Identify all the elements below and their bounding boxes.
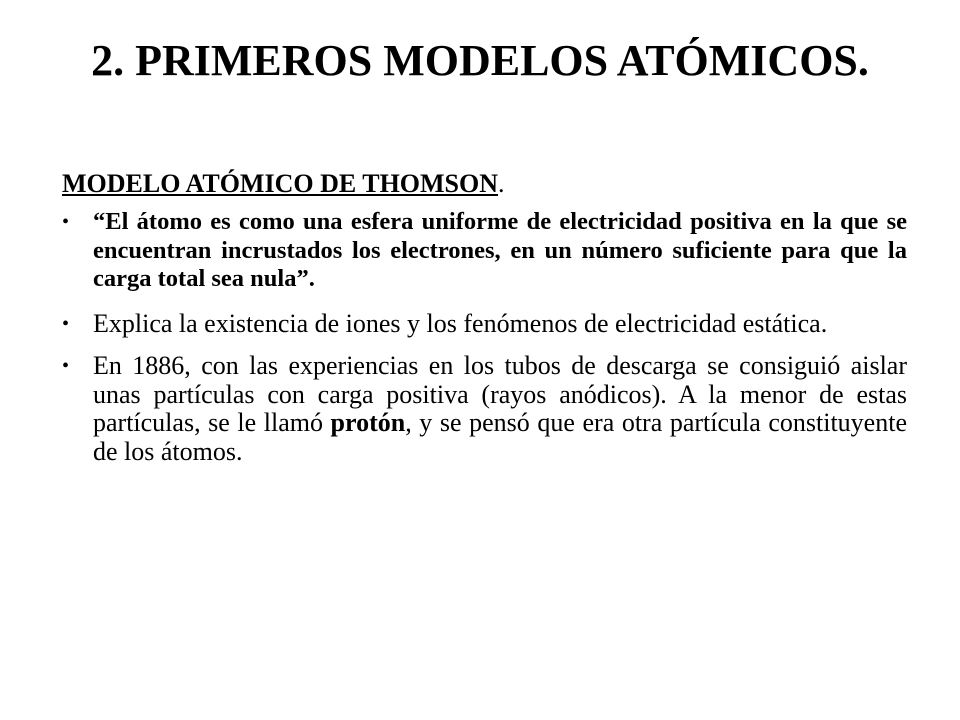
bullet-item-explains [62,310,907,339]
bullet-icon: • [62,355,70,377]
slide-title: 2. PRIMEROS MODELOS ATÓMICOS. [91,36,869,85]
section-heading-period: . [498,169,505,198]
bullet-icon: • [62,211,70,233]
section-heading-text: MODELO ATÓMICO DE THOMSON [62,169,499,198]
bullet-list [62,208,907,466]
bullet-item-definition [62,208,907,294]
bullet-icon: • [62,312,70,335]
bullet-text-after: , y se pensó que era otra partícula constituyente de los átomos. [93,408,907,466]
bullet-text-before: En 1886, con las experiencias en los tubos de descarga se consiguió aislar unas partículas con carga positiva (rayos anódicos). A la menor de estas partículas, se le llamó [93,351,907,437]
bullet-text: “El átomo es como una esfera uniforme de electricidad positiva en la que se encuentran incrustados los electrones, en un número suficiente para que la carga total sea nula”. [93,208,907,292]
bullet-text-bold-term: protón [330,408,406,437]
bullet-text: Explica la existencia de iones y los fenómenos de electricidad estática. [93,308,828,338]
section-heading [62,168,907,200]
bullet-item-proton [62,352,907,466]
slide-content [62,168,907,480]
